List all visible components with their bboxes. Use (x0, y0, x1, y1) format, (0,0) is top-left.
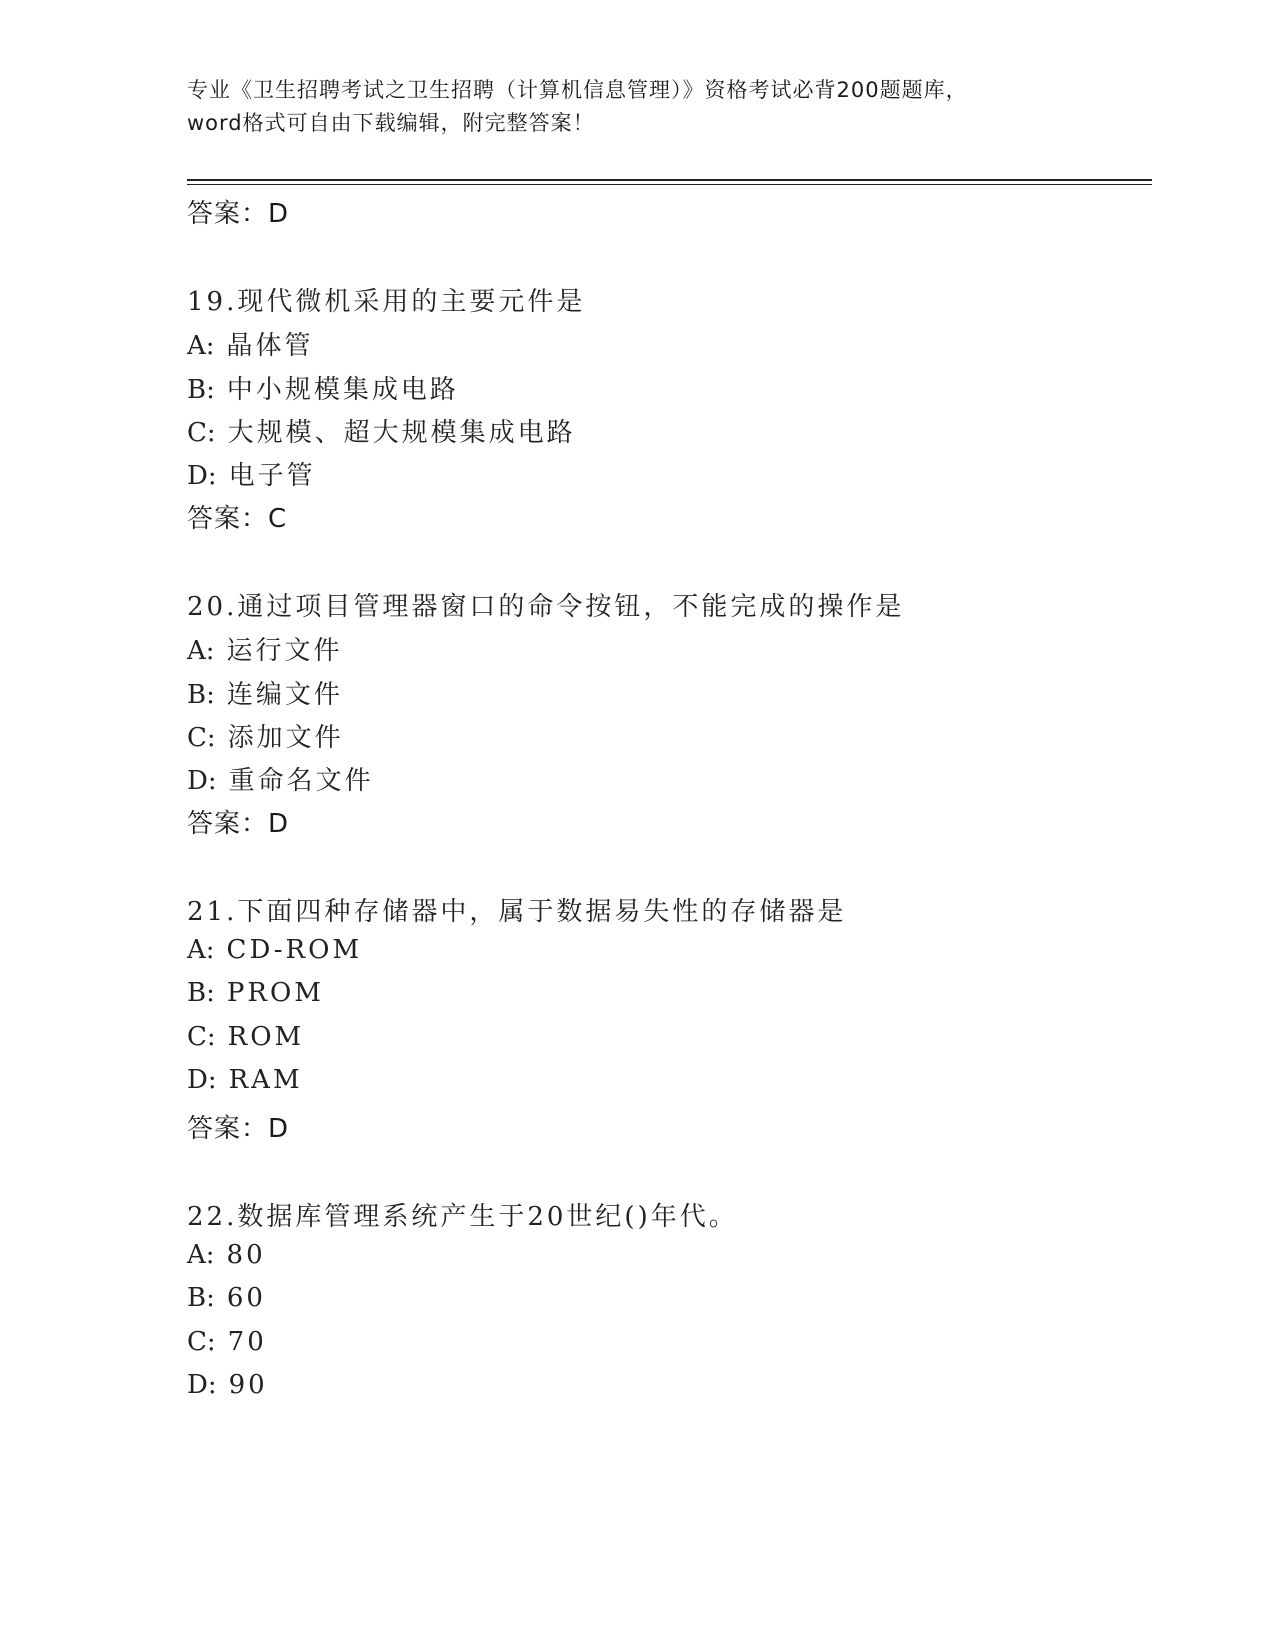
option-19-a: A: 晶体管 (187, 331, 314, 361)
question-20: 20.通过项目管理器窗口的命令按钮，不能完成的操作是 (187, 592, 905, 622)
option-22-c: C: 70 (187, 1327, 267, 1357)
question-21: 21.下面四种存储器中，属于数据易失性的存储器是 (187, 897, 847, 927)
header-line-2: word格式可自由下载编辑，附完整答案！ (187, 111, 595, 135)
option-21-c: C: ROM (187, 1022, 305, 1052)
option-19-d: D: 电子管 (187, 461, 316, 491)
option-21-b: B: PROM (187, 978, 324, 1008)
option-20-a: A: 运行文件 (187, 636, 343, 666)
option-21-a: A: CD-ROM (187, 935, 363, 965)
answer-20: 答案：D (187, 809, 290, 839)
document-header (187, 74, 1087, 140)
option-20-d: D: 重命名文件 (187, 766, 374, 796)
option-19-b: B: 中小规模集成电路 (187, 375, 459, 405)
header-line-1: 专业《卫生招聘考试之卫生招聘（计算机信息管理）》资格考试必背200题题库， (187, 78, 968, 102)
question-22: 22.数据库管理系统产生于20世纪()年代。 (187, 1202, 738, 1232)
answer-21: 答案：D (187, 1114, 290, 1144)
option-20-c: C: 添加文件 (187, 723, 344, 753)
previous-answer: 答案：D (187, 199, 290, 229)
option-22-d: D: 90 (187, 1370, 268, 1400)
option-21-d: D: RAM (187, 1065, 303, 1095)
option-20-b: B: 连编文件 (187, 680, 343, 710)
header-divider-thick (187, 179, 1152, 181)
option-22-b: B: 60 (187, 1283, 266, 1313)
question-19: 19.现代微机采用的主要元件是 (187, 287, 586, 317)
answer-19: 答案：C (187, 504, 288, 534)
header-divider-thin (187, 184, 1152, 185)
option-19-c: C: 大规模、超大规模集成电路 (187, 418, 576, 448)
option-22-a: A: 80 (187, 1240, 266, 1270)
